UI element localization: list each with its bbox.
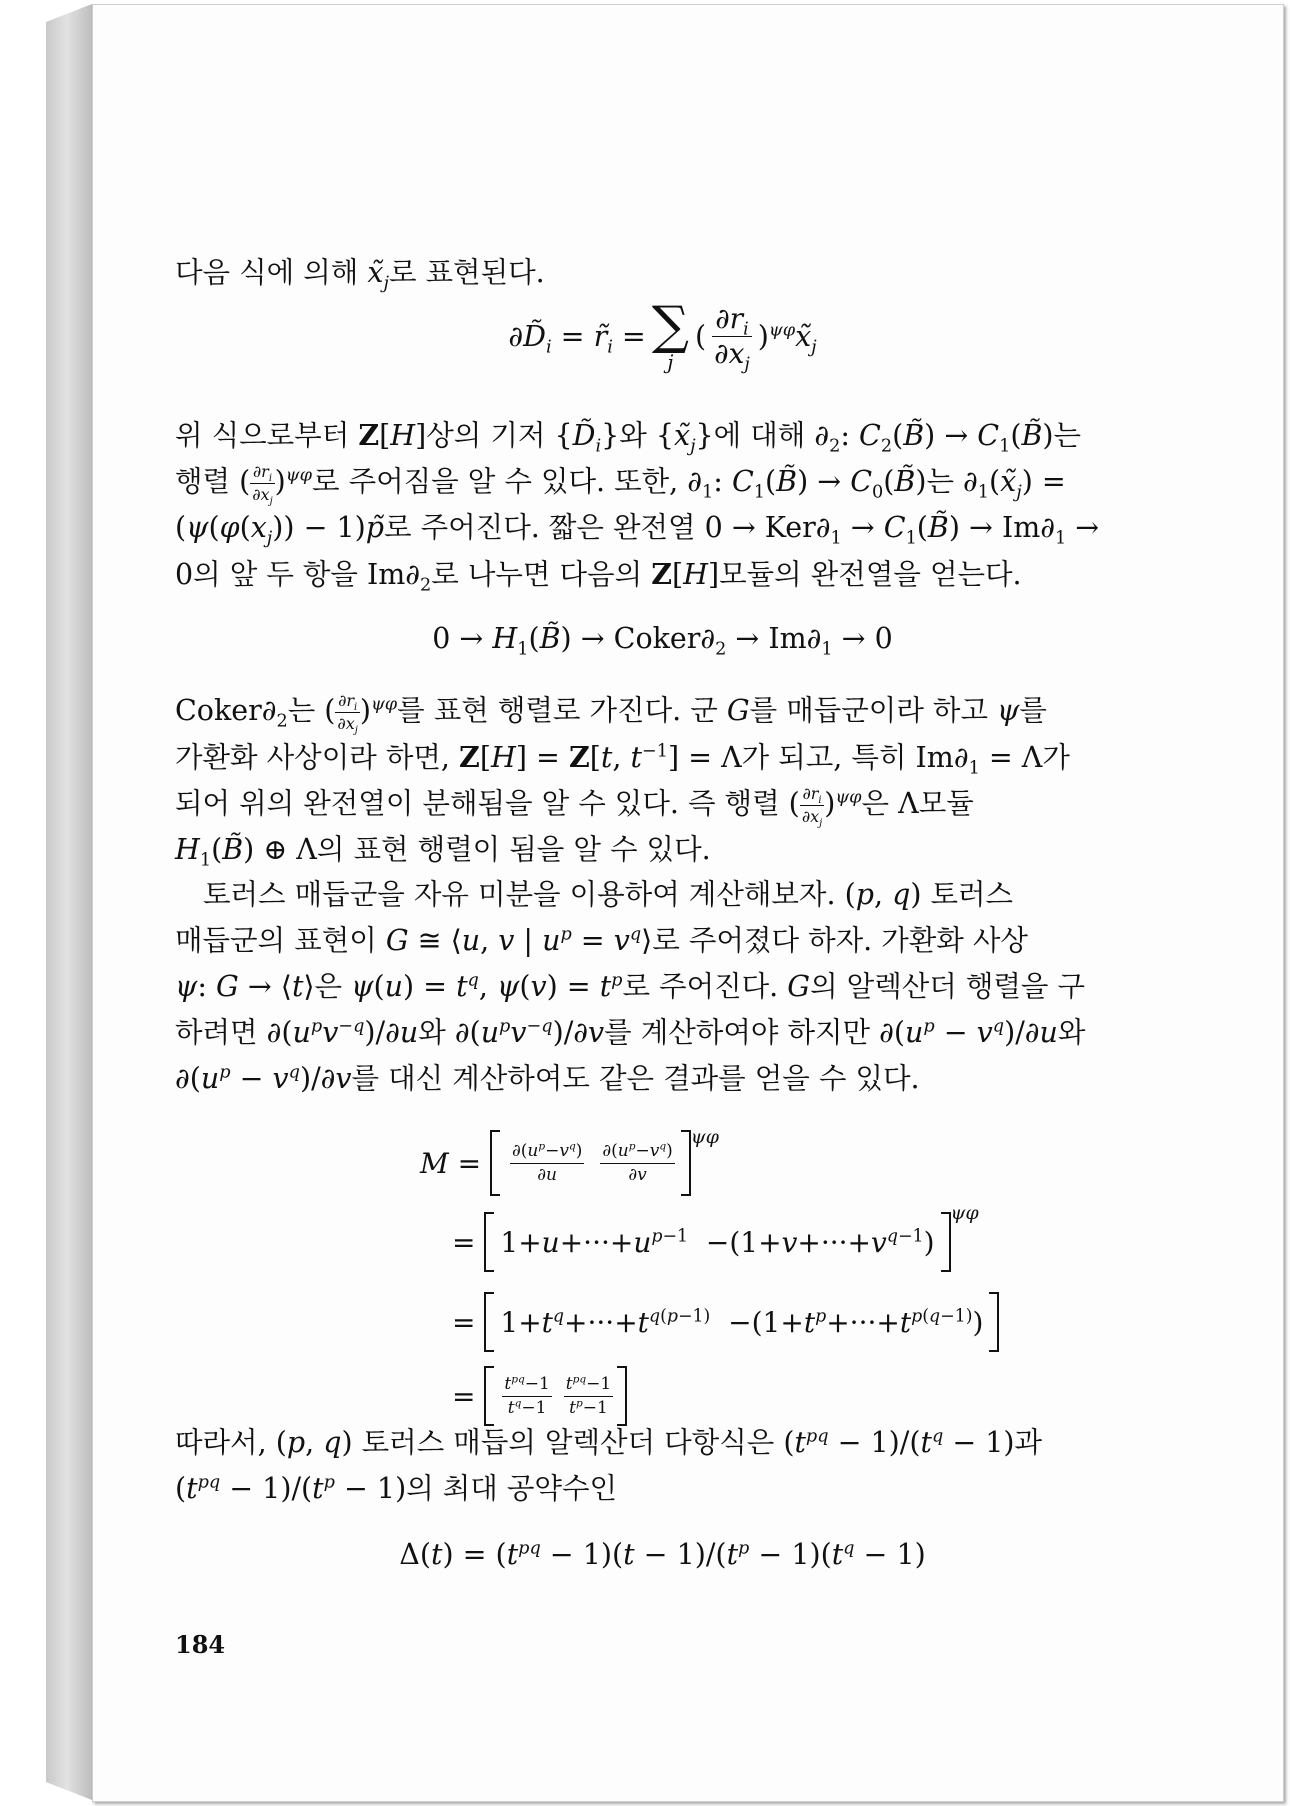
paragraph-torus-knot: 토러스 매듭군을 자유 미분을 이용하여 계산해보자. (p, q) 토러스 매듭군의 표현이 G ≅ ⟨u, v | $u^p$ = $v^q⟩$로 주어졌다 하자. 가환화 사상 ψ: G → ⟨t⟩은 $\psi(u) = t^q$, $\psi(v) = t^p$로 주어진다. G의 알렉산더 행렬을 구 하려면 $\partial(u^pv^{-q})/\partial u$와 $\partial(u^pv^{-q})/\partial v$를 계산하여야 하지만 $\partial(u^p - v^q)/\partial u$와 $\partial(u^p - v^q)/\partial v$를 대신 계산하여도 같은 결과를 얻을 수 있다. (175, 878, 1086, 1095)
matrix-row-4: = $\frac{t^{pq}-1}{t^q-1}$ $\frac{t^{pq}-1}{t^p-1}$ (452, 1366, 627, 1426)
paragraph-presentation-matrix: $Coker\partial_2$는 ( $\frac{\partial r_i}{\partial x_j}$ )$^{\psi\varphi}$를 표현 행렬로 가진다. 군 G를 매듭군이라 하고 ψ를 가환화 사상이라 하면, Z[H] = Z[t, $t^{-1}] = \Lambda$가 되고, 특히 $Im\partial_1 = \Lambda$가 되어 위의 완전열이 분해됨을 알 수 있다. 즉 행렬 ( $\frac{\partial r_i}{\partial x_j}$ )$^{\psi\varphi}$은 Λ모듈 $H_1(B̃)$ ⊕ Λ의 표현 행렬이 됨을 알 수 있다. (175, 691, 1070, 871)
page-number: 184 (175, 1630, 226, 1659)
book-spine (46, 4, 92, 1800)
matrix-row-1: M = $\frac{\partial(u^p-v^q)}{\partial u}$ $\frac{\partial(u^p-v^q)}{\partial v}$ ψφ (420, 1130, 719, 1196)
paragraph-intro: 다음 식에 의해 $x̃_j$로 표현된다. (175, 256, 545, 294)
matrix-row-3: = $1+t^q+\cdot\cdot\cdot+t^{q(p-1)} -(1+t^p+\cdot\cdot\cdot+t^{p(q-1)})$ (452, 1292, 999, 1352)
equation-exact-sequence: $0 \to H_1(B̃)$ → $Coker\partial_2 \to Im\partial_1 \to 0$ (432, 622, 893, 660)
equation-boundary: $\partial D̃_i$ = $r̃_i$ = ∑ j ( $\frac{\partial r_i}{\partial x_j}$ )$^{\psi\varphi}x̃_j$ (508, 296, 817, 375)
matrix-row-2: = $1+u+\cdot\cdot\cdot+u^{p-1} -(1+v+\cdot\cdot\cdot+v^{q-1})$ ψφ (452, 1212, 979, 1272)
paragraph-alexander-polynomial: 따라서, (p, q) 토러스 매듭의 알렉산더 다항식은 $(t^{pq} - 1)/(t^q - 1)$과 $(t^{pq} - 1)/(t^p - 1)$의 최대 공약수인 (175, 1426, 1043, 1505)
paragraph-chain-map: 위 식으로부터 Z[H]상의 기저 $\{D̃_i\}$와 $\{x̃_j\}$에 대해 $\partial_2$: $C_2(B̃)$ → $C_1(B̃)$는 행렬 ( $\frac{\partial r_i}{\partial x_j}$ )$^{\psi\varphi}$로 주어짐을 알 수 있다. 또한, $\partial_1$: $C_1(B̃)$ → $C_0(B̃)$는 $\partial_1(x̃_j)$ = ($\psi(\varphi(x_j))$ − 1)p̃로 주어진다. 짧은 완전열 $0 \to Ker\partial_1$ → $C_1(B̃) \to Im\partial_1$ → 0의 앞 두 항을 $Im\partial_2$로 나누면 다음의 Z[H]모듈의 완전열을 얻는다. (175, 418, 1100, 596)
equation-alexander: $\Delta(t) = (t^{pq} - 1)(t - 1)/(t^p - 1)(t^q - 1)$ (399, 1538, 926, 1571)
